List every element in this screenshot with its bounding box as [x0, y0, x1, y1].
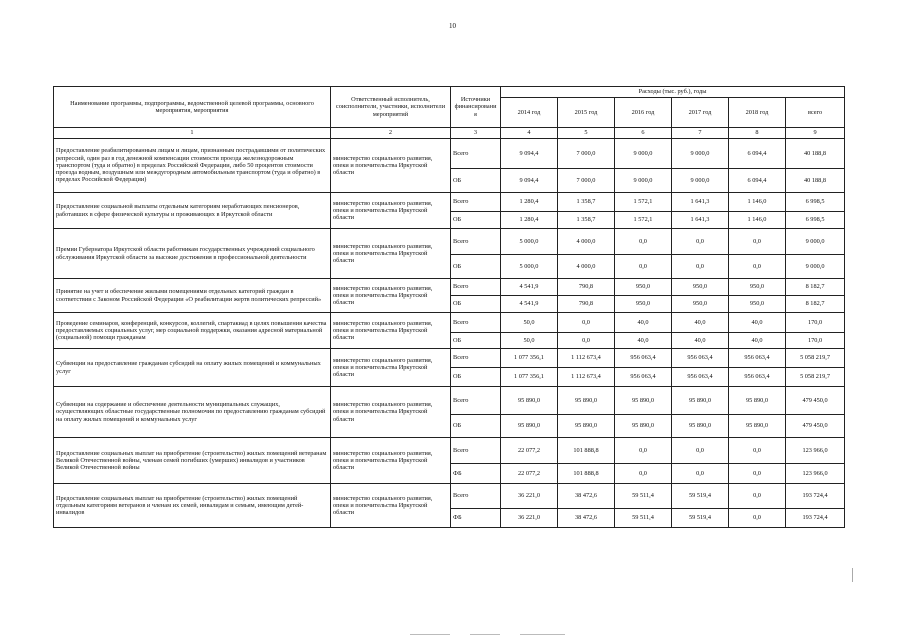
column-number: 9: [786, 128, 845, 139]
budget-table: [53, 86, 845, 528]
year-value-cell: 6 094,4: [729, 139, 786, 169]
year-value-cell: 0,0: [558, 333, 615, 349]
year-value-cell: 956 063,4: [729, 349, 786, 368]
year-value-cell: 0,0: [672, 438, 729, 464]
year-value-cell: 1 358,7: [558, 212, 615, 229]
year-value-cell: 9 000,0: [672, 139, 729, 169]
activity-executor: министерство социального развития, опеки и попечительства Иркутской области: [331, 438, 451, 484]
year-value-cell: 0,0: [729, 484, 786, 509]
funding-source: ОБ: [451, 212, 501, 229]
year-value-cell: 95 890,0: [615, 387, 672, 415]
funding-source: Всего: [451, 349, 501, 368]
year-value-cell: 956 063,4: [672, 349, 729, 368]
year-value-cell: 1 112 673,4: [558, 349, 615, 368]
year-value-cell: 95 890,0: [558, 415, 615, 438]
year-value-cell: 0,0: [729, 464, 786, 484]
year-value-cell: 95 890,0: [615, 415, 672, 438]
year-value-cell: 1 112 673,4: [558, 368, 615, 387]
year-value-cell: 950,0: [615, 279, 672, 296]
year-value-cell: 950,0: [672, 296, 729, 313]
total-cell: 123 966,0: [786, 438, 845, 464]
scan-mark: [852, 568, 853, 582]
table-row: [54, 484, 845, 509]
year-value-cell: 95 890,0: [672, 387, 729, 415]
year-value-cell: 1 641,3: [672, 193, 729, 212]
table-body: [54, 139, 845, 528]
year-value-cell: 95 890,0: [672, 415, 729, 438]
year-value-cell: 9 000,0: [615, 139, 672, 169]
year-value-cell: 956 063,4: [672, 368, 729, 387]
year-value-cell: 0,0: [729, 255, 786, 279]
header-year: 2016 год: [615, 98, 672, 128]
year-value-cell: 1 280,4: [501, 212, 558, 229]
year-value-cell: 59 511,4: [615, 484, 672, 509]
year-value-cell: 95 890,0: [729, 415, 786, 438]
year-value-cell: 9 094,4: [501, 139, 558, 169]
activity-name: Предоставление социальных выплат на приобретение (строительство) жилых помещений отдельным категориям ветеранов и членам их семей, инвалидам и семьям, имеющим детей-инвалидов: [54, 484, 331, 528]
header-year: 2017 год: [672, 98, 729, 128]
column-number: 8: [729, 128, 786, 139]
year-value-cell: 95 890,0: [501, 387, 558, 415]
table-row: [54, 349, 845, 368]
total-cell: 9 000,0: [786, 255, 845, 279]
year-value-cell: 0,0: [672, 255, 729, 279]
column-number: 2: [331, 128, 451, 139]
activity-executor: министерство социального развития, опеки и попечительства Иркутской области: [331, 313, 451, 349]
total-cell: 5 058 219,7: [786, 368, 845, 387]
year-value-cell: 9 000,0: [615, 169, 672, 193]
year-value-cell: 59 519,4: [672, 509, 729, 528]
year-value-cell: 1 358,7: [558, 193, 615, 212]
activity-name: Субвенции на предоставление гражданам субсидий на оплату жилых помещений и коммунальных услуг: [54, 349, 331, 387]
year-value-cell: 6 094,4: [729, 169, 786, 193]
year-value-cell: 38 472,6: [558, 509, 615, 528]
activity-executor: министерство социального развития, опеки и попечительства Иркутской области: [331, 193, 451, 229]
year-value-cell: 38 472,6: [558, 484, 615, 509]
activity-executor: министерство социального развития, опеки и попечительства Иркутской области: [331, 387, 451, 438]
year-value-cell: 0,0: [615, 255, 672, 279]
year-value-cell: 59 519,4: [672, 484, 729, 509]
activity-name: Предоставление реабилитированным лицам и лицам, признанным пострадавшими от политических репрессий, один раз в год денежной компенсации стоимости проезда железнодорожным транспортом (туда и обратно) в пределах Российской Федерации, либо 50 процентов стоимости проезда водным, воздушным или междугородным автомобильным транспортом (туда и обратно) в пределах Российской Федерации): [54, 139, 331, 193]
year-value-cell: 1 146,0: [729, 193, 786, 212]
year-value-cell: 101 888,8: [558, 464, 615, 484]
year-value-cell: 956 063,4: [615, 349, 672, 368]
table-row: [54, 313, 845, 333]
activity-name: Предоставление социальной выплаты отдельным категориям неработающих пенсионеров, работавших в сфере физической культуры и проживающих в Иркутской области: [54, 193, 331, 229]
total-cell: 123 966,0: [786, 464, 845, 484]
funding-source: Всего: [451, 139, 501, 169]
table-row: [54, 279, 845, 296]
total-cell: 40 188,8: [786, 169, 845, 193]
funding-source: Всего: [451, 387, 501, 415]
column-number: 6: [615, 128, 672, 139]
total-cell: 193 724,4: [786, 484, 845, 509]
header-year: 2015 год: [558, 98, 615, 128]
header-name-col: Наименование программы, подпрограммы, ведомственной целевой программы, основного мероприятия, мероприятия: [54, 87, 331, 128]
total-cell: 479 450,0: [786, 387, 845, 415]
year-value-cell: 4 541,9: [501, 279, 558, 296]
year-value-cell: 40,0: [729, 333, 786, 349]
header-year: 2014 год: [501, 98, 558, 128]
activity-name: Предоставление социальных выплат на приобретение (строительство) жилых помещений ветеранам Великой Отечественной войны, членам семей погибших (умерших) инвалидов и участников Великой Отечественной войны: [54, 438, 331, 484]
year-value-cell: 101 888,8: [558, 438, 615, 464]
year-value-cell: 1 641,3: [672, 212, 729, 229]
scan-edge-artifact: [0, 628, 905, 640]
year-value-cell: 0,0: [615, 438, 672, 464]
year-value-cell: 5 000,0: [501, 229, 558, 255]
year-value-cell: 950,0: [729, 296, 786, 313]
year-value-cell: 1 146,0: [729, 212, 786, 229]
column-number: 3: [451, 128, 501, 139]
year-value-cell: 40,0: [615, 313, 672, 333]
year-value-cell: 95 890,0: [729, 387, 786, 415]
activity-executor: министерство социального развития, опеки и попечительства Иркутской области: [331, 279, 451, 313]
funding-source: ОБ: [451, 333, 501, 349]
year-value-cell: 950,0: [729, 279, 786, 296]
activity-executor: министерство социального развития, опеки и попечительства Иркутской области: [331, 349, 451, 387]
page-number: 10: [449, 22, 456, 30]
year-value-cell: 4 000,0: [558, 255, 615, 279]
funding-source: ОБ: [451, 255, 501, 279]
funding-source: Всего: [451, 438, 501, 464]
year-value-cell: 9 000,0: [672, 169, 729, 193]
year-value-cell: 36 221,0: [501, 509, 558, 528]
table-row: [54, 193, 845, 212]
year-value-cell: 22 077,2: [501, 438, 558, 464]
activity-executor: министерство социального развития, опеки и попечительства Иркутской области: [331, 139, 451, 193]
year-value-cell: 0,0: [729, 509, 786, 528]
funding-source: ОБ: [451, 415, 501, 438]
year-value-cell: 0,0: [729, 438, 786, 464]
table-row: [54, 229, 845, 255]
year-value-cell: 1 572,1: [615, 193, 672, 212]
header-source-col: Источники финансировани я: [451, 87, 501, 128]
total-cell: 479 450,0: [786, 415, 845, 438]
funding-source: ФБ: [451, 509, 501, 528]
header-expenses-col: Расходы (тыс. руб.), годы: [501, 87, 845, 98]
year-value-cell: 1 077 356,1: [501, 349, 558, 368]
funding-source: Всего: [451, 229, 501, 255]
activity-name: Субвенции на содержание и обеспечение деятельности муниципальных служащих, осуществляющих областные государственные полномочия по предоставлению гражданам субсидий на оплату жилых помещений и коммунальных услуг: [54, 387, 331, 438]
year-value-cell: 95 890,0: [501, 415, 558, 438]
year-value-cell: 0,0: [615, 229, 672, 255]
table-row: [54, 387, 845, 415]
table-row: [54, 438, 845, 464]
year-value-cell: 7 000,0: [558, 139, 615, 169]
column-number-row: [54, 128, 845, 139]
total-cell: 8 182,7: [786, 296, 845, 313]
total-cell: 170,0: [786, 333, 845, 349]
year-value-cell: 4 000,0: [558, 229, 615, 255]
year-value-cell: 956 063,4: [729, 368, 786, 387]
total-cell: 5 058 219,7: [786, 349, 845, 368]
year-value-cell: 0,0: [672, 464, 729, 484]
activity-name: Проведение семинаров, конференций, конкурсов, коллегий, спартакиад в целях повышения качества предоставляемых социальных услуг, мер социальной поддержки, оказания адресной материальной (социальной) помощи гражданам: [54, 313, 331, 349]
funding-source: ОБ: [451, 169, 501, 193]
funding-source: Всего: [451, 193, 501, 212]
total-cell: 9 000,0: [786, 229, 845, 255]
year-value-cell: 40,0: [729, 313, 786, 333]
column-number: 7: [672, 128, 729, 139]
year-value-cell: 956 063,4: [615, 368, 672, 387]
funding-source: ОБ: [451, 368, 501, 387]
header-executor-col: Ответственный исполнитель, соисполнители, участники, исполнители мероприятий: [331, 87, 451, 128]
year-value-cell: 9 094,4: [501, 169, 558, 193]
activity-executor: министерство социального развития, опеки и попечительства Иркутской области: [331, 484, 451, 528]
year-value-cell: 0,0: [729, 229, 786, 255]
total-cell: 170,0: [786, 313, 845, 333]
year-value-cell: 950,0: [672, 279, 729, 296]
total-cell: 6 998,5: [786, 193, 845, 212]
year-value-cell: 40,0: [672, 313, 729, 333]
funding-source: ОБ: [451, 296, 501, 313]
header-total: всего: [786, 98, 845, 128]
total-cell: 6 998,5: [786, 212, 845, 229]
funding-source: ФБ: [451, 464, 501, 484]
year-value-cell: 50,0: [501, 333, 558, 349]
funding-source: Всего: [451, 313, 501, 333]
year-value-cell: 40,0: [615, 333, 672, 349]
year-value-cell: 40,0: [672, 333, 729, 349]
year-value-cell: 22 077,2: [501, 464, 558, 484]
activity-name: Принятие на учет и обеспечение жилыми помещениями отдельных категорий граждан в соответствии с Законом Российской Федерации «О реабилитации жертв политических репрессий»: [54, 279, 331, 313]
total-cell: 193 724,4: [786, 509, 845, 528]
year-value-cell: 1 572,1: [615, 212, 672, 229]
year-value-cell: 790,8: [558, 279, 615, 296]
header-row-top: [54, 87, 845, 98]
column-number: 1: [54, 128, 331, 139]
year-value-cell: 790,8: [558, 296, 615, 313]
table-row: [54, 139, 845, 169]
column-number: 5: [558, 128, 615, 139]
year-value-cell: 50,0: [501, 313, 558, 333]
year-value-cell: 1 280,4: [501, 193, 558, 212]
year-value-cell: 4 541,9: [501, 296, 558, 313]
activity-name: Премии Губернатора Иркутской области работникам государственных учреждений социального обслуживания Иркутской области за высокие достижения в профессиональной деятельности: [54, 229, 331, 279]
year-value-cell: 950,0: [615, 296, 672, 313]
header-year: 2018 год: [729, 98, 786, 128]
funding-source: Всего: [451, 484, 501, 509]
year-value-cell: 0,0: [615, 464, 672, 484]
year-value-cell: 95 890,0: [558, 387, 615, 415]
year-value-cell: 59 511,4: [615, 509, 672, 528]
activity-executor: министерство социального развития, опеки и попечительства Иркутской области: [331, 229, 451, 279]
total-cell: 40 188,8: [786, 139, 845, 169]
year-value-cell: 36 221,0: [501, 484, 558, 509]
year-value-cell: 0,0: [558, 313, 615, 333]
column-number: 4: [501, 128, 558, 139]
year-value-cell: 5 000,0: [501, 255, 558, 279]
funding-source: Всего: [451, 279, 501, 296]
year-value-cell: 0,0: [672, 229, 729, 255]
year-value-cell: 7 000,0: [558, 169, 615, 193]
total-cell: 8 182,7: [786, 279, 845, 296]
year-value-cell: 1 077 356,1: [501, 368, 558, 387]
